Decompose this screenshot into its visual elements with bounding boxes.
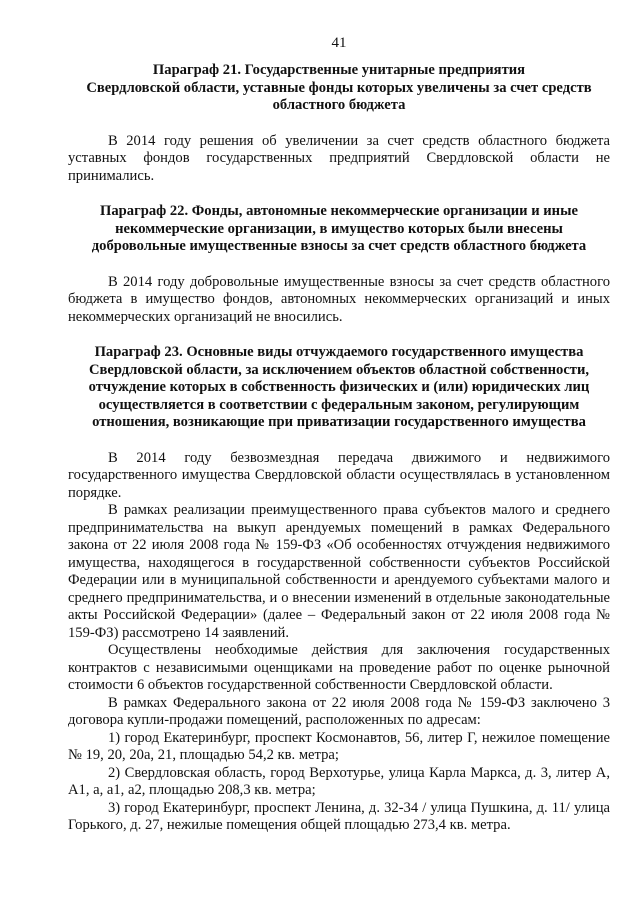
heading-line: добровольные имущественные взносы за счет средств областного бюджета (91, 238, 587, 254)
section-paragraph-23 (68, 344, 610, 835)
section-heading (68, 62, 610, 115)
body-paragraph: Осуществлены необходимые действия для заключения государственных контрактов с независимыми оценщиками на проведение работ по оценке рыночной стоимости 6 объектов государственной собственности Свердловской области. (68, 642, 610, 693)
heading-line: отчуждение которых в собственность физических и (или) юридических лиц (88, 379, 590, 395)
section-heading (68, 203, 610, 256)
address-list-item: 3) город Екатеринбург, проспект Ленина, д. 32-34 / улица Пушкина, д. 11/ улица Горького, д. 27, нежилые помещения общей площадью 273,4 кв. метра. (68, 799, 610, 833)
heading-line: отношения, возникающие при приватизации государственного имущества (92, 414, 586, 430)
section-heading (68, 344, 610, 432)
heading-line: Параграф 21. Государственные унитарные предприятия (152, 62, 526, 78)
section-paragraph-22 (68, 203, 610, 326)
address-list-item: 2) Свердловская область, город Верхотурье, улица Карла Маркса, д. 3, литер А, А1, а, а1, а2, площадью 208,3 кв. метра; (68, 764, 610, 798)
heading-line: Параграф 23. Основные виды отчуждаемого государственного имущества (94, 344, 584, 360)
body-paragraph: В 2014 году решения об увеличении за счет средств областного бюджета уставных фондов государственных предприятий Свердловской области не принимались. (68, 132, 610, 184)
heading-line: Свердловской области, за исключением объектов областной собственности, (88, 361, 590, 378)
body-paragraph: В 2014 году добровольные имущественные взносы за счет средств областного бюджета в имущество фондов, автономных некоммерческих организаций и иных некоммерческих организаций не вносились. (68, 273, 610, 325)
body-paragraph: В рамках Федерального закона от 22 июля 2008 года № 159-ФЗ заключено 3 договора купли-продажи помещений, расположенных по адресам: (68, 694, 610, 728)
heading-line: Параграф 22. Фонды, автономные некоммерческие организации и иные (100, 203, 578, 219)
body-paragraph: В 2014 году безвозмездная передача движимого и недвижимого государственного имущества Свердловской области осуществлялась в установленном порядке. (68, 449, 610, 501)
page-number: 41 (331, 35, 347, 51)
section-paragraph-21 (68, 62, 610, 185)
heading-line: Свердловской области, уставные фонды которых увеличены за счет средств (86, 79, 592, 96)
heading-line: некоммерческие организации, в имущество которых были внесены (115, 220, 563, 237)
address-list-item: 1) город Екатеринбург, проспект Космонавтов, 56, литер Г, нежилое помещение № 19, 20, 20а, 21, площадью 54,2 кв. метра; (68, 729, 610, 763)
heading-line: осуществляется в соответствии с федеральным законом, регулирующим (98, 396, 580, 413)
heading-line: областного бюджета (272, 97, 406, 113)
body-paragraph: В рамках реализации преимущественного права субъектов малого и среднего предпринимательства на выкуп арендуемых помещений в рамках Федерального закона от 22 июля 2008 года № 159-ФЗ «Об особенностях отчуждения недвижимого имущества, находящегося в государственной собственности субъектов Российской Федерации или в муниципальной собственности и арендуемого субъектами малого и среднего предпринимательства, и о внесении изменений в отдельные законодательные акты Российской Федерации» (далее – Федеральный закон от 22 июля 2008 года № 159-ФЗ) рассмотрено 14 заявлений. (68, 502, 610, 641)
